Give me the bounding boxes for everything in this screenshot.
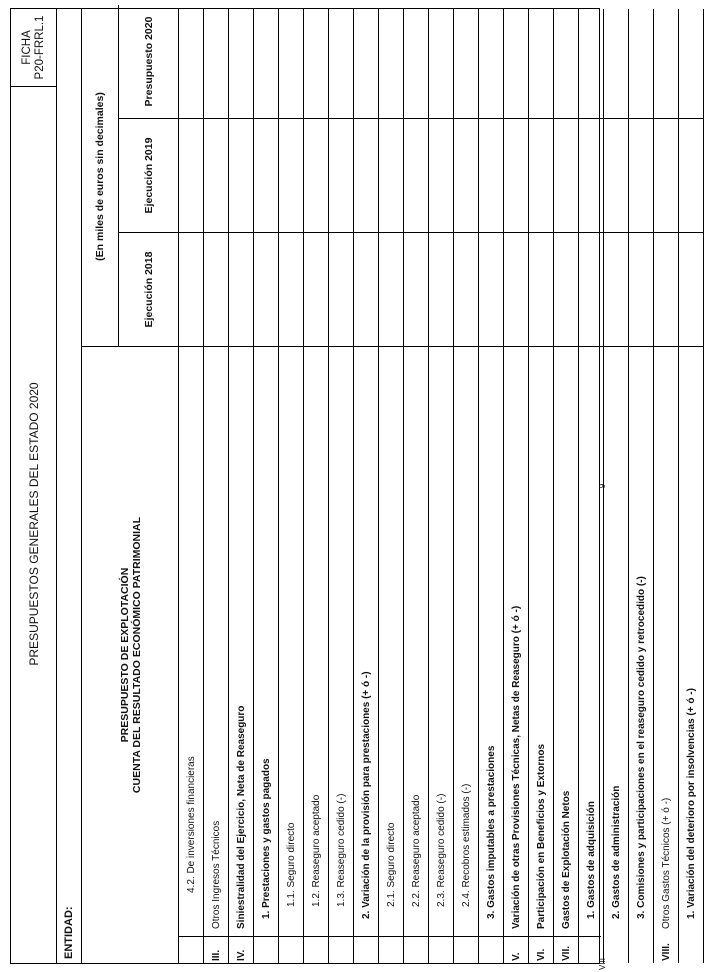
row-label: Participación en Beneficios y Extornos xyxy=(535,743,547,929)
row-number: VII. xyxy=(560,945,572,961)
row-label: 3. Comisiones y participaciones en el reaseguro cedido y retrocedido (-) xyxy=(635,576,647,919)
cell-2018[interactable] xyxy=(554,233,578,347)
row-number: IV. xyxy=(235,949,247,961)
cell-2018[interactable] xyxy=(229,233,253,347)
table-row xyxy=(554,9,579,963)
row-label: Otros Ingresos Técnicos xyxy=(210,820,222,929)
row-number: V. xyxy=(510,952,522,961)
row-number xyxy=(679,939,703,961)
row-label: 2.1. Seguro directo xyxy=(385,822,397,907)
table-row xyxy=(379,9,404,963)
cell-2018[interactable] xyxy=(454,233,478,347)
cell-2019[interactable] xyxy=(629,119,653,233)
cell-2020[interactable] xyxy=(654,5,678,119)
cell-2020[interactable] xyxy=(379,5,403,119)
row-number xyxy=(429,939,453,961)
cell-2019[interactable] xyxy=(679,119,703,233)
cell-2018[interactable] xyxy=(604,233,628,347)
cell-2020[interactable] xyxy=(429,5,453,119)
row-label: 2. Variación de la provisión para prestaciones (+ ó -) xyxy=(360,671,372,919)
row-label: Gastos de Explotación Netos xyxy=(560,790,572,929)
cell-2018[interactable] xyxy=(354,233,378,347)
cell-2019[interactable] xyxy=(204,119,228,233)
cell-2019[interactable] xyxy=(354,119,378,233)
cell-2018[interactable] xyxy=(279,233,303,347)
table-row xyxy=(629,9,654,963)
cell-2018[interactable] xyxy=(179,233,203,347)
cell-2019[interactable] xyxy=(329,119,353,233)
cell-2020[interactable] xyxy=(404,5,428,119)
row-number xyxy=(379,939,403,961)
row-label: 1.3. Reaseguro cedido (-) xyxy=(335,793,347,907)
table-row xyxy=(279,9,304,963)
table-row xyxy=(404,9,429,963)
cell-2018[interactable] xyxy=(504,233,528,347)
cell-2019[interactable] xyxy=(554,119,578,233)
table-row xyxy=(504,9,529,963)
cell-2020[interactable] xyxy=(679,5,703,119)
cell-2019[interactable] xyxy=(404,119,428,233)
cell-2020[interactable] xyxy=(279,5,303,119)
table-row xyxy=(204,9,229,963)
cell-2018[interactable] xyxy=(679,233,703,347)
cell-2019[interactable] xyxy=(179,119,203,233)
row-label: Variación de otras Provisiones Técnicas, Netas de Reaseguro (+ ó -) xyxy=(510,605,522,929)
row-number xyxy=(354,939,378,961)
cell-2019[interactable] xyxy=(429,119,453,233)
row-number xyxy=(179,939,203,961)
cell-2019[interactable] xyxy=(279,119,303,233)
budget-form xyxy=(10,8,697,964)
cell-2019[interactable] xyxy=(229,119,253,233)
column-header-2018: Ejecución 2018 xyxy=(118,233,179,347)
cell-2020[interactable] xyxy=(554,5,578,119)
table-row xyxy=(604,9,629,963)
row-label: 2.3. Reaseguro cedido (-) xyxy=(435,793,447,907)
table-row xyxy=(229,9,254,963)
table-row xyxy=(329,9,354,963)
table-row xyxy=(304,9,329,963)
cell-2018[interactable] xyxy=(379,233,403,347)
cell-2018[interactable] xyxy=(254,233,278,347)
row-label: Otros Gastos Técnicos (+ ó -) xyxy=(660,797,672,929)
cell-2018[interactable] xyxy=(654,233,678,347)
description-line1: PRESUPUESTO DE EXPLOTACIÓN xyxy=(118,567,131,743)
row-number xyxy=(254,939,278,961)
row-label: 1. Variación del deterioro por insolvencias (+ ó -) xyxy=(685,688,697,919)
cell-2019[interactable] xyxy=(504,119,528,233)
cell-2019[interactable] xyxy=(304,119,328,233)
row-label: Siniestralidad del Ejercicio, Neta de Reaseguro xyxy=(235,705,247,929)
cell-2020[interactable] xyxy=(529,5,553,119)
description-line2: CUENTA DEL RESULTADO ECONÓMICO PATRIMONIAL xyxy=(130,516,143,794)
row-number: VI. xyxy=(535,948,547,961)
cell-2018[interactable] xyxy=(429,233,453,347)
row-number xyxy=(329,939,353,961)
ficha-box xyxy=(11,9,57,87)
row-label: 2. Gastos de administración xyxy=(610,785,622,919)
row-number: VIII. xyxy=(660,943,672,961)
cell-2018[interactable] xyxy=(629,233,653,347)
row-label: 1.1. Seguro directo xyxy=(285,822,297,907)
cell-2019[interactable] xyxy=(604,119,628,233)
cell-2018[interactable] xyxy=(404,233,428,347)
cell-2020[interactable] xyxy=(354,5,378,119)
cell-2020[interactable] xyxy=(179,5,203,119)
column-header-2019: Ejecución 2019 xyxy=(118,119,179,233)
table-row xyxy=(479,9,504,963)
table-row xyxy=(529,9,554,963)
edge-mark: VIII xyxy=(598,957,607,970)
cell-2020[interactable] xyxy=(479,5,503,119)
cell-2019[interactable] xyxy=(254,119,278,233)
cell-2019[interactable] xyxy=(379,119,403,233)
cell-2018[interactable] xyxy=(329,233,353,347)
cell-2018[interactable] xyxy=(204,233,228,347)
row-number xyxy=(454,939,478,961)
row-label: 2.2. Reaseguro aceptado xyxy=(410,794,422,907)
row-number: III. xyxy=(210,949,222,961)
table-row xyxy=(179,9,204,963)
cell-2020[interactable] xyxy=(229,5,253,119)
cell-2019[interactable] xyxy=(454,119,478,233)
row-label: 2.4. Recobros estimados (-) xyxy=(460,783,472,907)
row-number xyxy=(479,939,503,961)
row-label: 1.2. Reaseguro aceptado xyxy=(310,794,322,907)
ficha-code: P20-FRRL.1 xyxy=(34,15,46,80)
cell-2018[interactable] xyxy=(479,233,503,347)
row-number xyxy=(279,939,303,961)
units-note: (En miles de euros sin decimales) xyxy=(82,7,118,347)
table-row xyxy=(429,9,454,963)
row-number xyxy=(604,939,628,961)
cell-2020[interactable] xyxy=(254,5,278,119)
table-body xyxy=(179,9,704,963)
row-label: 3. Gastos imputables a prestaciones xyxy=(485,745,497,919)
cell-2020[interactable] xyxy=(204,5,228,119)
table-row xyxy=(354,9,379,963)
column-header-2020: Presupuesto 2020 xyxy=(118,5,179,119)
title-row xyxy=(11,9,57,963)
page-title: PRESUPUESTOS GENERALES DEL ESTADO 2020 xyxy=(27,382,41,666)
entity-label: ENTIDAD: xyxy=(63,906,75,959)
cell-2020[interactable] xyxy=(454,5,478,119)
row-label: 1. Prestaciones y gastos pagados xyxy=(260,758,272,919)
table-row xyxy=(654,9,679,963)
row-number xyxy=(404,939,428,961)
table-description xyxy=(82,347,179,963)
ficha-label: FICHA xyxy=(21,30,33,65)
table-row xyxy=(454,9,479,963)
cell-2018[interactable] xyxy=(304,233,328,347)
row-number xyxy=(629,939,653,961)
cell-2020[interactable] xyxy=(504,5,528,119)
cell-2020[interactable] xyxy=(304,5,328,119)
cell-2019[interactable] xyxy=(654,119,678,233)
page-number: 9 xyxy=(598,483,607,489)
table-row xyxy=(254,9,279,963)
table-row xyxy=(679,9,704,963)
row-label: 1. Gastos de adquisición xyxy=(585,801,597,919)
cell-2020[interactable] xyxy=(629,5,653,119)
table-header xyxy=(81,9,179,963)
cell-2018[interactable] xyxy=(529,233,553,347)
cell-2020[interactable] xyxy=(604,5,628,119)
cell-2020[interactable] xyxy=(329,5,353,119)
cell-2019[interactable] xyxy=(479,119,503,233)
row-label: 4.2. De inversiones financieras xyxy=(185,756,197,893)
row-number xyxy=(304,939,328,961)
cell-2019[interactable] xyxy=(529,119,553,233)
